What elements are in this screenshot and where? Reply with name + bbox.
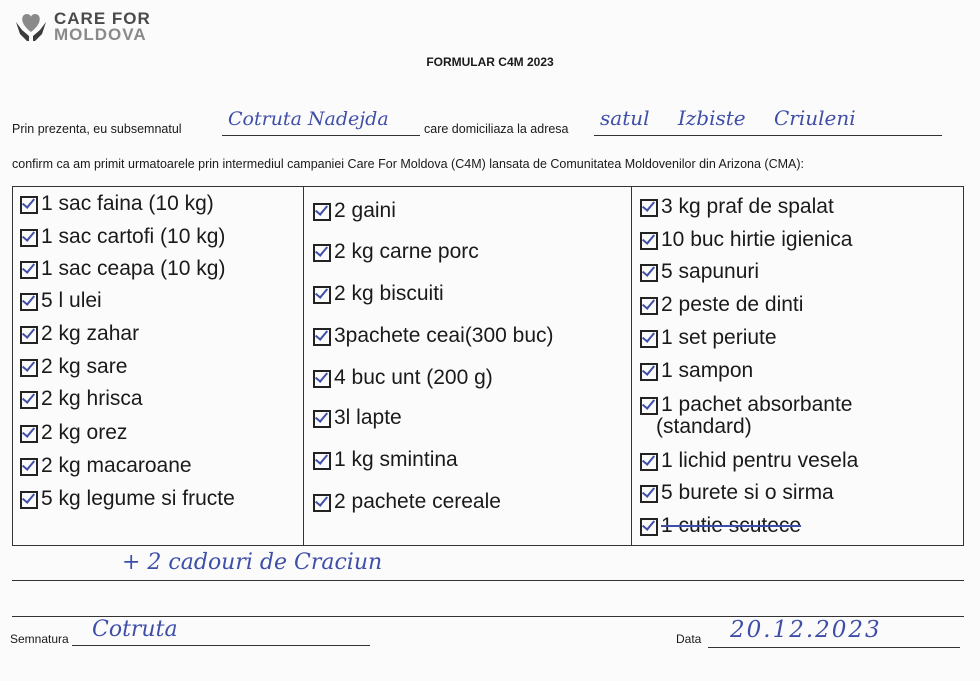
column-divider xyxy=(631,186,632,546)
checked-checkbox-icon[interactable] xyxy=(313,286,331,304)
checklist-item[interactable] xyxy=(640,293,803,317)
checked-checkbox-icon[interactable] xyxy=(313,244,331,262)
checklist-item[interactable] xyxy=(20,225,225,249)
item-label: 2 kg macaroane xyxy=(41,454,192,477)
checked-checkbox-icon[interactable] xyxy=(313,203,331,221)
signature-value: Cotruta xyxy=(92,617,178,642)
item-label: 3 kg praf de spalat xyxy=(661,195,834,218)
column-divider xyxy=(303,186,304,546)
date-value: 20.12.2023 xyxy=(730,617,882,643)
checklist-item[interactable] xyxy=(313,490,501,514)
signature-field[interactable] xyxy=(72,615,370,646)
care-for-moldova-logo xyxy=(14,10,151,44)
checked-checkbox-icon[interactable] xyxy=(20,491,38,509)
item-label: 5 burete si o sirma xyxy=(661,481,834,504)
intro-middle: care domiciliaza la adresa xyxy=(424,122,569,136)
checked-checkbox-icon[interactable] xyxy=(313,452,331,470)
item-label: 1 set periute xyxy=(661,326,777,349)
checked-checkbox-icon[interactable] xyxy=(640,363,658,381)
checklist-item[interactable] xyxy=(313,240,479,264)
item-label: 1 sac ceapa (10 kg) xyxy=(41,257,226,280)
intro-prefix: Prin prezenta, eu subsemnatul xyxy=(12,122,182,136)
item-label: 5 kg legume si fructe xyxy=(41,487,235,510)
checklist-item[interactable] xyxy=(20,289,102,313)
intro-confirm: confirm ca am primit urmatoarele prin intermediul campaniei Care For Moldova (C4M) lansata de Comunitatea Moldovenilor din Arizona (CMA): xyxy=(12,157,804,171)
checked-checkbox-icon[interactable] xyxy=(20,391,38,409)
checklist-item[interactable] xyxy=(20,322,139,346)
address-value: satul Izbiste Criuleni xyxy=(600,106,856,130)
item-label: 1 sampon xyxy=(661,359,754,382)
checked-checkbox-icon[interactable] xyxy=(313,370,331,388)
item-label: 2 peste de dinti xyxy=(661,293,804,316)
item-continuation xyxy=(656,415,752,439)
checklist-item[interactable] xyxy=(313,448,458,472)
item-label: 4 buc unt (200 g) xyxy=(334,366,493,389)
blank-line[interactable] xyxy=(12,590,964,617)
checked-checkbox-icon[interactable] xyxy=(640,232,658,250)
item-label: 2 pachete cereale xyxy=(334,490,501,513)
checklist-item[interactable] xyxy=(640,228,852,252)
item-label: 1 pachet absorbante xyxy=(661,393,853,416)
item-label: 1 cutie scutece xyxy=(661,514,802,537)
item-label: 5 l ulei xyxy=(41,289,102,312)
checklist-item[interactable] xyxy=(640,260,759,284)
checklist-item[interactable] xyxy=(20,257,225,281)
checked-checkbox-icon[interactable] xyxy=(313,410,331,428)
item-label: 2 kg carne porc xyxy=(334,240,479,263)
name-field[interactable] xyxy=(222,100,420,136)
checked-checkbox-icon[interactable] xyxy=(640,264,658,282)
item-label: 1 lichid pentru vesela xyxy=(661,449,859,472)
checklist-item[interactable] xyxy=(313,199,396,223)
checked-checkbox-icon[interactable] xyxy=(20,261,38,279)
form-title: FORMULAR C4M 2023 xyxy=(426,55,554,69)
item-label: 2 gaini xyxy=(334,199,396,222)
checked-checkbox-icon[interactable] xyxy=(640,485,658,503)
item-label: 3l lapte xyxy=(334,406,402,429)
item-label: 2 kg orez xyxy=(41,421,128,444)
checked-checkbox-icon[interactable] xyxy=(640,453,658,471)
item-label: (standard) xyxy=(656,415,752,438)
checklist-item[interactable] xyxy=(640,195,834,219)
address-field[interactable] xyxy=(594,100,942,136)
item-label: 5 sapunuri xyxy=(661,260,760,283)
checklist-item[interactable] xyxy=(20,421,127,445)
checked-checkbox-icon[interactable] xyxy=(20,425,38,443)
checked-checkbox-icon[interactable] xyxy=(640,330,658,348)
checklist-item[interactable] xyxy=(313,324,554,348)
item-label: 3pachete ceai(300 buc) xyxy=(334,324,554,347)
checked-checkbox-icon[interactable] xyxy=(313,494,331,512)
note-value: + 2 cadouri de Craciun xyxy=(122,550,383,575)
checked-checkbox-icon[interactable] xyxy=(640,518,658,536)
item-label: 2 kg sare xyxy=(41,355,128,378)
checklist-item[interactable] xyxy=(20,487,235,511)
item-label: 1 sac cartofi (10 kg) xyxy=(41,225,226,248)
checked-checkbox-icon[interactable] xyxy=(640,397,658,415)
checklist-item[interactable] xyxy=(640,481,834,505)
checked-checkbox-icon[interactable] xyxy=(20,293,38,311)
item-label: 1 kg smintina xyxy=(334,448,458,471)
date-field[interactable] xyxy=(708,615,960,648)
checked-checkbox-icon[interactable] xyxy=(20,326,38,344)
item-label: 10 buc hirtie igienica xyxy=(661,228,853,251)
checked-checkbox-icon[interactable] xyxy=(20,196,38,214)
checked-checkbox-icon[interactable] xyxy=(640,199,658,217)
checklist-item[interactable] xyxy=(640,326,777,350)
checklist-item[interactable] xyxy=(640,514,801,538)
signature-label: Semnatura xyxy=(10,632,69,646)
checklist-item[interactable] xyxy=(640,449,858,473)
date-label: Data xyxy=(676,632,702,646)
checklist-item[interactable] xyxy=(20,192,214,216)
item-label: 1 sac faina (10 kg) xyxy=(41,192,214,215)
checklist-item[interactable] xyxy=(313,282,444,306)
checked-checkbox-icon[interactable] xyxy=(20,229,38,247)
checked-checkbox-icon[interactable] xyxy=(20,359,38,377)
logo-line1: CARE FOR xyxy=(54,9,151,28)
heart-hands-icon xyxy=(14,10,48,44)
checked-checkbox-icon[interactable] xyxy=(313,328,331,346)
name-value: Cotruta Nadejda xyxy=(228,108,389,130)
item-label: 2 kg zahar xyxy=(41,322,140,345)
checklist-item[interactable] xyxy=(20,355,127,379)
checked-checkbox-icon[interactable] xyxy=(640,297,658,315)
checked-checkbox-icon[interactable] xyxy=(20,458,38,476)
note-line[interactable] xyxy=(12,548,964,581)
checklist-item[interactable] xyxy=(313,366,493,390)
item-label: 2 kg hrisca xyxy=(41,387,143,410)
item-label: 2 kg biscuiti xyxy=(334,282,444,305)
checklist-item[interactable] xyxy=(20,387,143,411)
checklist-item[interactable] xyxy=(640,393,852,417)
checklist-item[interactable] xyxy=(20,454,192,478)
checklist-item[interactable] xyxy=(640,359,753,383)
checklist-item[interactable] xyxy=(313,406,402,430)
logo-line2: MOLDOVA xyxy=(54,25,147,44)
